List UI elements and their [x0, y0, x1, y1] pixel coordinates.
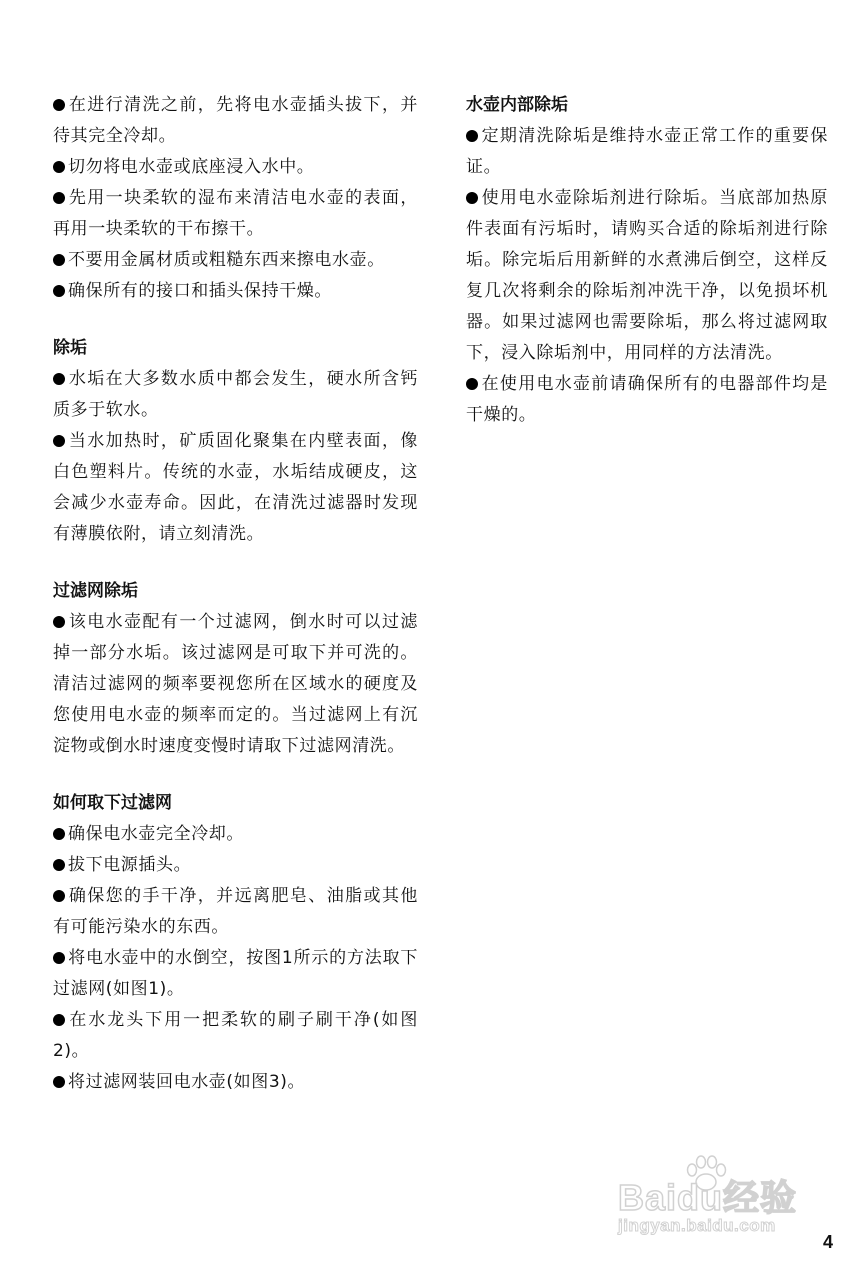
left-column	[53, 90, 418, 1098]
bullet-item	[466, 121, 828, 183]
bullet-item	[53, 245, 418, 276]
bullet-item	[53, 1067, 418, 1098]
bullet-text: 水垢在大多数水质中都会发生，硬水所含钙质多于软水。	[53, 369, 418, 420]
bullet-text: 切勿将电水壶或底座浸入水中。	[68, 157, 315, 177]
bullet-item	[53, 881, 418, 943]
section-descaling	[53, 333, 418, 550]
section-heading: 过滤网除垢	[53, 581, 138, 601]
bullet-text: 拔下电源插头。	[68, 855, 192, 875]
bullet-item	[53, 364, 418, 426]
bullet-dot-icon	[53, 99, 65, 111]
bullet-text: 确保电水壶完全冷却。	[68, 824, 244, 844]
section-filter-descaling	[53, 576, 418, 762]
bullet-dot-icon	[466, 378, 478, 390]
bullet-dot-icon	[466, 130, 478, 142]
baidu-jingyan-watermark	[598, 1150, 828, 1250]
bullet-dot-icon	[53, 828, 65, 840]
bullet-text: 将过滤网装回电水壶(如图3)。	[68, 1072, 306, 1092]
bullet-item	[466, 183, 828, 369]
bullet-text: 在进行清洗之前，先将电水壶插头拔下，并待其完全冷却。	[53, 95, 418, 146]
bullet-item	[53, 607, 418, 762]
bullet-item	[53, 276, 418, 307]
bullet-item	[53, 426, 418, 550]
bullet-text: 确保您的手干净，并远离肥皂、油脂或其他有可能污染水的东西。	[53, 886, 418, 937]
bullet-item	[466, 369, 828, 431]
section-intro	[53, 90, 418, 307]
bullet-text: 先用一块柔软的湿布来清洁电水壶的表面，再用一块柔软的干布擦干。	[53, 188, 418, 239]
bullet-item	[53, 183, 418, 245]
bullet-dot-icon	[53, 1014, 65, 1026]
right-column	[466, 90, 828, 431]
bullet-text: 在水龙头下用一把柔软的刷子刷干净(如图2)。	[53, 1010, 418, 1061]
bullet-text: 在使用电水壶前请确保所有的电器部件均是干燥的。	[466, 374, 828, 425]
bullet-text: 将电水壶中的水倒空，按图1所示的方法取下过滤网(如图1)。	[53, 948, 418, 999]
bullet-text: 使用电水壶除垢剂进行除垢。当底部加热原件表面有污垢时，请购买合适的除垢剂进行除垢。除完垢后用新鲜的水煮沸后倒空，这样反复几次将剩余的除垢剂冲洗干净，以免损坏机器。如果过滤网也需要除垢，那么将过滤网取下，浸入除垢剂中，用同样的方法清洗。	[466, 188, 828, 363]
bullet-dot-icon	[53, 254, 65, 266]
bullet-dot-icon	[53, 373, 65, 385]
bullet-dot-icon	[53, 435, 65, 447]
section-heading: 水壶内部除垢	[466, 95, 568, 115]
bullet-dot-icon	[53, 285, 65, 297]
bullet-text: 该电水壶配有一个过滤网，倒水时可以过滤掉一部分水垢。该过滤网是可取下并可洗的。清洁过滤网的频率要视您所在区域水的硬度及您使用电水壶的频率而定的。当过滤网上有沉淀物或倒水时速度变慢时请取下过滤网清洗。	[53, 612, 418, 756]
bullet-text: 定期清洗除垢是维持水壶正常工作的重要保证。	[466, 126, 828, 177]
bullet-item	[53, 1005, 418, 1067]
bullet-dot-icon	[53, 192, 65, 204]
bullet-dot-icon	[53, 616, 65, 628]
section-internal-descaling	[466, 90, 828, 431]
bullet-item	[53, 850, 418, 881]
bullet-dot-icon	[466, 192, 478, 204]
section-heading: 除垢	[53, 338, 87, 358]
paw-icon	[684, 1154, 728, 1194]
bullet-dot-icon	[53, 161, 65, 173]
bullet-dot-icon	[53, 859, 65, 871]
watermark-url: jingyan.baidu.com	[618, 1216, 776, 1235]
watermark-logo: Baidu经验	[618, 1177, 798, 1218]
section-heading: 如何取下过滤网	[53, 793, 172, 813]
bullet-item	[53, 152, 418, 183]
bullet-item	[53, 90, 418, 152]
bullet-item	[53, 819, 418, 850]
bullet-dot-icon	[53, 890, 65, 902]
bullet-text: 不要用金属材质或粗糙东西来擦电水壶。	[68, 250, 385, 270]
bullet-item	[53, 943, 418, 1005]
page-number: 4	[822, 1232, 833, 1252]
bullet-text: 确保所有的接口和插头保持干燥。	[68, 281, 332, 301]
bullet-dot-icon	[53, 1076, 65, 1088]
bullet-text: 当水加热时，矿质固化聚集在内壁表面，像白色塑料片。传统的水壶，水垢结成硬皮，这会减少水壶寿命。因此，在清洗过滤器时发现有薄膜依附，请立刻清洗。	[53, 431, 418, 544]
section-remove-filter	[53, 788, 418, 1098]
bullet-dot-icon	[53, 952, 65, 964]
